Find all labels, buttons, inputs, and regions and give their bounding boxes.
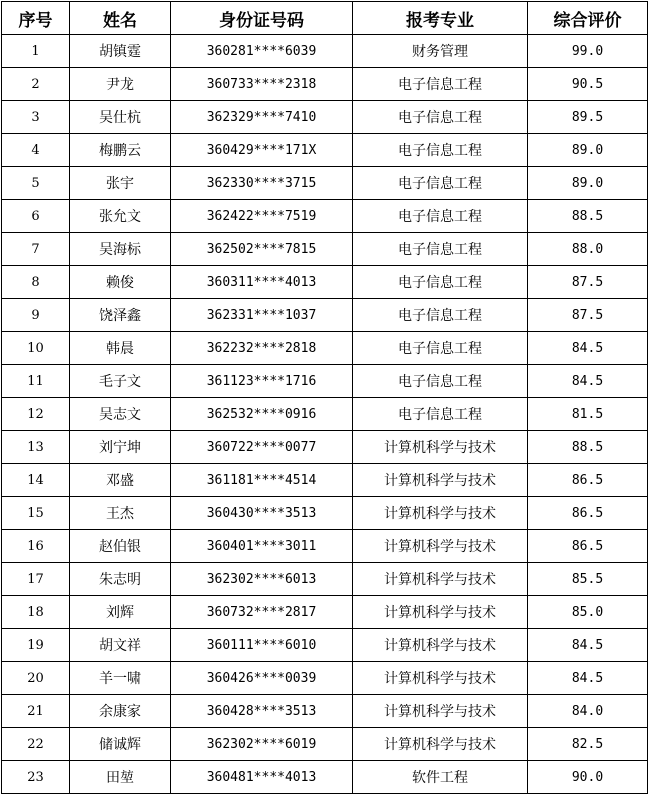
table-row — [2, 167, 648, 200]
cell-major: 财务管理 — [353, 35, 528, 68]
cell-major: 计算机科学与技术 — [353, 497, 528, 530]
table-row — [2, 68, 648, 101]
table-row — [2, 464, 648, 497]
cell-index: 3 — [2, 101, 70, 134]
cell-index: 22 — [2, 728, 70, 761]
cell-score: 86.5 — [528, 497, 648, 530]
cell-score: 87.5 — [528, 266, 648, 299]
cell-score: 84.0 — [528, 695, 648, 728]
cell-id-number: 362302****6019 — [171, 728, 353, 761]
cell-id-number: 362502****7815 — [171, 233, 353, 266]
cell-name: 毛子文 — [70, 365, 171, 398]
cell-id-number: 362232****2818 — [171, 332, 353, 365]
cell-major: 电子信息工程 — [353, 134, 528, 167]
cell-name: 储诚辉 — [70, 728, 171, 761]
cell-index: 5 — [2, 167, 70, 200]
cell-name: 吴海标 — [70, 233, 171, 266]
cell-name: 吴志文 — [70, 398, 171, 431]
cell-name: 吴仕杭 — [70, 101, 171, 134]
cell-id-number: 361123****1716 — [171, 365, 353, 398]
cell-id-number: 362302****6013 — [171, 563, 353, 596]
cell-id-number: 360481****4013 — [171, 761, 353, 794]
table-row — [2, 497, 648, 530]
cell-major: 电子信息工程 — [353, 233, 528, 266]
cell-score: 99.0 — [528, 35, 648, 68]
cell-name: 韩晨 — [70, 332, 171, 365]
cell-id-number: 362532****0916 — [171, 398, 353, 431]
admission-results-table — [1, 1, 648, 794]
table-header-row — [2, 2, 648, 35]
table-row — [2, 761, 648, 794]
cell-name: 胡文祥 — [70, 629, 171, 662]
table-row — [2, 596, 648, 629]
cell-score: 86.5 — [528, 530, 648, 563]
cell-score: 89.5 — [528, 101, 648, 134]
table-row — [2, 398, 648, 431]
cell-major: 计算机科学与技术 — [353, 695, 528, 728]
header-id-number: 身份证号码 — [171, 2, 353, 35]
cell-id-number: 360311****4013 — [171, 266, 353, 299]
cell-score: 88.0 — [528, 233, 648, 266]
cell-major: 电子信息工程 — [353, 398, 528, 431]
cell-id-number: 360430****3513 — [171, 497, 353, 530]
cell-id-number: 360401****3011 — [171, 530, 353, 563]
cell-index: 11 — [2, 365, 70, 398]
cell-name: 田堃 — [70, 761, 171, 794]
cell-name: 王杰 — [70, 497, 171, 530]
cell-id-number: 360281****6039 — [171, 35, 353, 68]
header-score: 综合评价 — [528, 2, 648, 35]
cell-major: 电子信息工程 — [353, 101, 528, 134]
cell-id-number: 360722****0077 — [171, 431, 353, 464]
cell-index: 18 — [2, 596, 70, 629]
cell-score: 88.5 — [528, 431, 648, 464]
cell-score: 90.5 — [528, 68, 648, 101]
cell-index: 19 — [2, 629, 70, 662]
cell-major: 软件工程 — [353, 761, 528, 794]
cell-index: 15 — [2, 497, 70, 530]
cell-name: 邓盛 — [70, 464, 171, 497]
cell-major: 电子信息工程 — [353, 68, 528, 101]
cell-index: 21 — [2, 695, 70, 728]
cell-id-number: 362422****7519 — [171, 200, 353, 233]
cell-index: 13 — [2, 431, 70, 464]
table-row — [2, 299, 648, 332]
table-row — [2, 431, 648, 464]
cell-index: 6 — [2, 200, 70, 233]
cell-name: 尹龙 — [70, 68, 171, 101]
header-major: 报考专业 — [353, 2, 528, 35]
cell-name: 饶泽鑫 — [70, 299, 171, 332]
cell-id-number: 360732****2817 — [171, 596, 353, 629]
cell-index: 1 — [2, 35, 70, 68]
cell-id-number: 360111****6010 — [171, 629, 353, 662]
cell-major: 电子信息工程 — [353, 332, 528, 365]
table-row — [2, 332, 648, 365]
table-row — [2, 101, 648, 134]
cell-major: 计算机科学与技术 — [353, 530, 528, 563]
cell-name: 张宇 — [70, 167, 171, 200]
cell-major: 计算机科学与技术 — [353, 662, 528, 695]
cell-score: 84.5 — [528, 662, 648, 695]
cell-index: 7 — [2, 233, 70, 266]
cell-index: 14 — [2, 464, 70, 497]
cell-major: 计算机科学与技术 — [353, 596, 528, 629]
cell-score: 90.0 — [528, 761, 648, 794]
cell-major: 电子信息工程 — [353, 365, 528, 398]
cell-score: 84.5 — [528, 365, 648, 398]
table-body — [2, 35, 648, 794]
cell-score: 89.0 — [528, 134, 648, 167]
cell-id-number: 360428****3513 — [171, 695, 353, 728]
cell-id-number: 360426****0039 — [171, 662, 353, 695]
cell-index: 12 — [2, 398, 70, 431]
cell-name: 羊一啸 — [70, 662, 171, 695]
cell-index: 9 — [2, 299, 70, 332]
cell-index: 17 — [2, 563, 70, 596]
table-row — [2, 35, 648, 68]
cell-index: 8 — [2, 266, 70, 299]
cell-score: 85.5 — [528, 563, 648, 596]
cell-id-number: 361181****4514 — [171, 464, 353, 497]
table-row — [2, 728, 648, 761]
cell-score: 89.0 — [528, 167, 648, 200]
cell-major: 电子信息工程 — [353, 200, 528, 233]
cell-index: 20 — [2, 662, 70, 695]
cell-major: 电子信息工程 — [353, 266, 528, 299]
table-row — [2, 563, 648, 596]
table-row — [2, 530, 648, 563]
cell-name: 刘辉 — [70, 596, 171, 629]
table-row — [2, 365, 648, 398]
table-row — [2, 233, 648, 266]
cell-name: 赵伯银 — [70, 530, 171, 563]
cell-score: 88.5 — [528, 200, 648, 233]
cell-id-number: 362331****1037 — [171, 299, 353, 332]
cell-id-number: 362330****3715 — [171, 167, 353, 200]
cell-major: 电子信息工程 — [353, 167, 528, 200]
cell-major: 计算机科学与技术 — [353, 431, 528, 464]
header-name: 姓名 — [70, 2, 171, 35]
cell-index: 10 — [2, 332, 70, 365]
cell-score: 87.5 — [528, 299, 648, 332]
cell-major: 计算机科学与技术 — [353, 728, 528, 761]
cell-major: 计算机科学与技术 — [353, 563, 528, 596]
table-row — [2, 695, 648, 728]
cell-index: 2 — [2, 68, 70, 101]
cell-name: 余康家 — [70, 695, 171, 728]
cell-id-number: 360429****171X — [171, 134, 353, 167]
cell-index: 23 — [2, 761, 70, 794]
cell-name: 朱志明 — [70, 563, 171, 596]
cell-major: 电子信息工程 — [353, 299, 528, 332]
table-row — [2, 134, 648, 167]
cell-id-number: 360733****2318 — [171, 68, 353, 101]
cell-name: 梅鹏云 — [70, 134, 171, 167]
cell-index: 16 — [2, 530, 70, 563]
cell-score: 81.5 — [528, 398, 648, 431]
cell-name: 刘宁坤 — [70, 431, 171, 464]
table-row — [2, 266, 648, 299]
table-row — [2, 662, 648, 695]
cell-score: 85.0 — [528, 596, 648, 629]
cell-name: 赖俊 — [70, 266, 171, 299]
cell-score: 84.5 — [528, 332, 648, 365]
cell-major: 计算机科学与技术 — [353, 464, 528, 497]
cell-score: 82.5 — [528, 728, 648, 761]
cell-name: 张允文 — [70, 200, 171, 233]
table-row — [2, 629, 648, 662]
cell-name: 胡镇霆 — [70, 35, 171, 68]
cell-major: 计算机科学与技术 — [353, 629, 528, 662]
cell-index: 4 — [2, 134, 70, 167]
header-index: 序号 — [2, 2, 70, 35]
cell-id-number: 362329****7410 — [171, 101, 353, 134]
cell-score: 86.5 — [528, 464, 648, 497]
cell-score: 84.5 — [528, 629, 648, 662]
table-row — [2, 200, 648, 233]
